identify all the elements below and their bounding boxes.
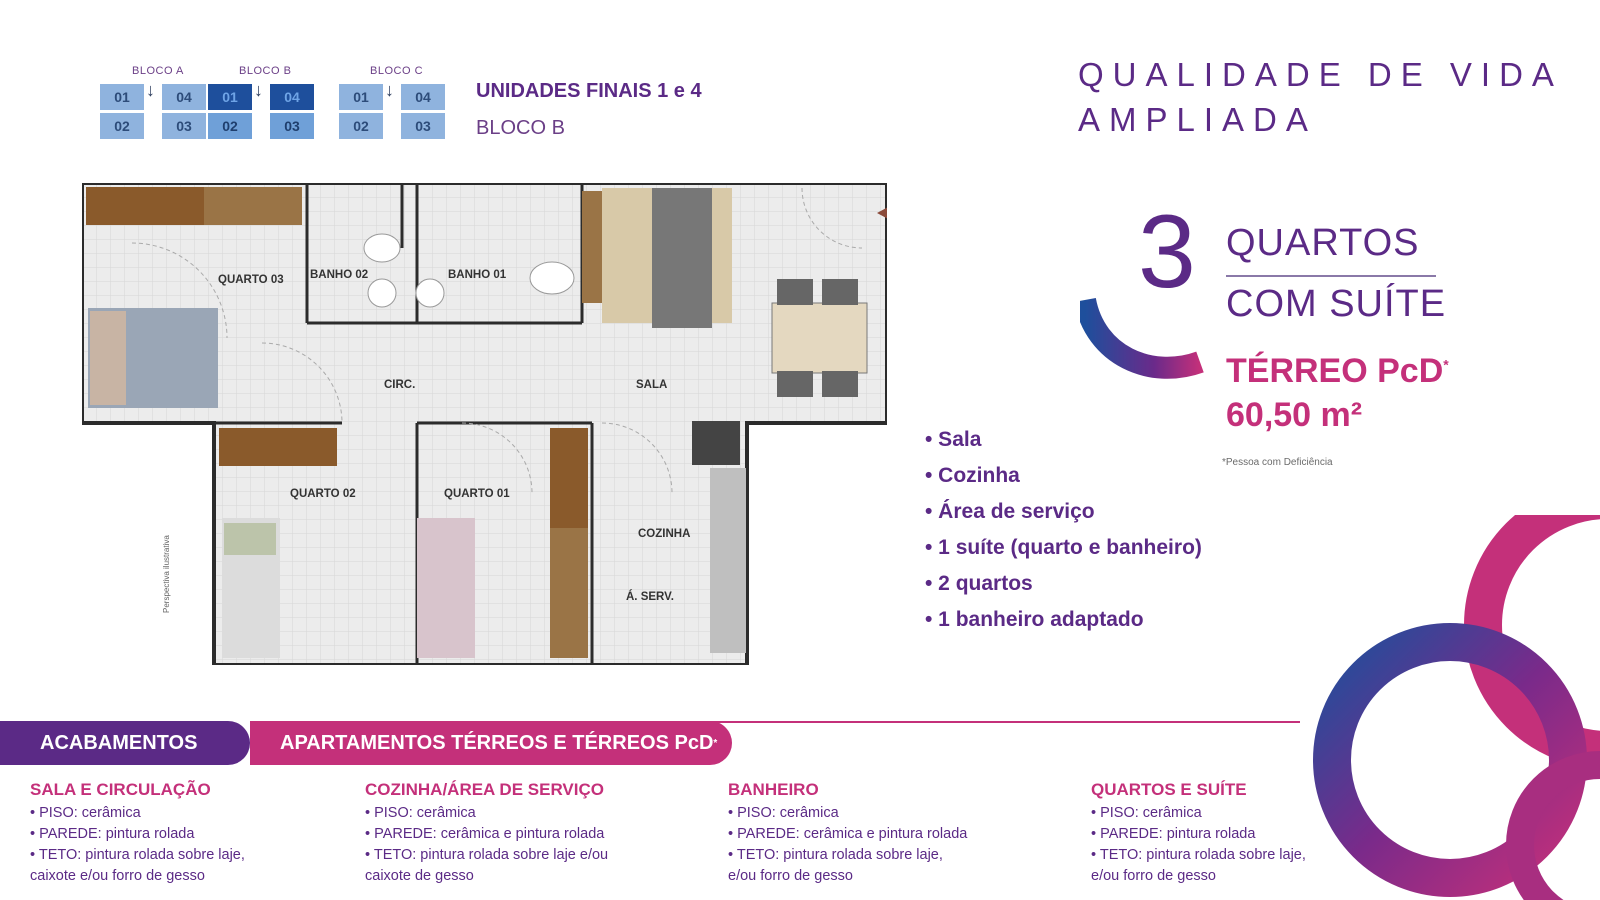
finish-item: • PAREDE: cerâmica e pintura rolada bbox=[728, 826, 968, 842]
unit-a-04: 04 bbox=[162, 84, 206, 110]
rooms-label: QUARTOS bbox=[1226, 222, 1420, 264]
finish-column-title: COZINHA/ÁREA DE SERVIÇO bbox=[365, 780, 604, 799]
floor-plan-drawing bbox=[82, 183, 887, 665]
finish-item: caixote e/ou forro de gesso bbox=[30, 868, 205, 884]
room-label-area-servico: Á. SERV. bbox=[626, 591, 674, 603]
finish-item: • TETO: pintura rolada sobre laje e/ou bbox=[365, 847, 609, 863]
arrow-down-icon: ↓ bbox=[146, 80, 155, 100]
finish-item: • TETO: pintura rolada sobre laje, bbox=[30, 847, 245, 863]
room-label-cozinha: COZINHA bbox=[638, 528, 691, 540]
block-b-label: BLOCO B bbox=[239, 65, 292, 77]
unit-b-01: 01 bbox=[208, 84, 252, 110]
unit-type bbox=[1226, 352, 1449, 391]
feature-item: • Sala bbox=[925, 428, 982, 451]
headline-line2: AMPLIADA bbox=[1078, 101, 1317, 138]
finishes-tab: ACABAMENTOS bbox=[0, 721, 250, 765]
illustrative-note: Perspectiva ilustrativa bbox=[162, 535, 171, 613]
units-subtitle: BLOCO B bbox=[476, 117, 565, 139]
room-label-quarto-02: QUARTO 02 bbox=[290, 488, 356, 500]
unit-type-text: TÉRREO PcD bbox=[1226, 352, 1444, 390]
feature-item: • Cozinha bbox=[925, 464, 1020, 487]
finish-column-title: BANHEIRO bbox=[728, 780, 819, 799]
finish-item: • PISO: cerâmica bbox=[1091, 805, 1202, 821]
finish-item: • PISO: cerâmica bbox=[30, 805, 141, 821]
finish-item: e/ou forro de gesso bbox=[728, 868, 853, 884]
room-label-banho-02: BANHO 02 bbox=[310, 269, 369, 281]
pcd-footnote: *Pessoa com Deficiência bbox=[1222, 457, 1333, 468]
finish-column-title: QUARTOS E SUÍTE bbox=[1091, 780, 1247, 799]
arrow-down-icon: ↓ bbox=[254, 80, 263, 100]
suite-label: COM SUÍTE bbox=[1226, 283, 1447, 325]
unit-b-02: 02 bbox=[208, 113, 252, 139]
finish-item: • TETO: pintura rolada sobre laje, bbox=[728, 847, 943, 863]
finishes-scope-mark: * bbox=[713, 737, 718, 749]
unit-c-01: 01 bbox=[339, 84, 383, 110]
finish-item: • PISO: cerâmica bbox=[728, 805, 839, 821]
finishes-scope-tab bbox=[250, 721, 732, 765]
room-label-quarto-01: QUARTO 01 bbox=[444, 488, 510, 500]
feature-item: • 1 suíte (quarto e banheiro) bbox=[925, 536, 1202, 559]
unit-a-01: 01 bbox=[100, 84, 144, 110]
decorative-rings bbox=[1310, 515, 1600, 900]
unit-type-mark: * bbox=[1443, 356, 1449, 373]
finish-item: • PISO: cerâmica bbox=[365, 805, 476, 821]
floor-plan bbox=[82, 183, 887, 665]
unit-c-02: 02 bbox=[339, 113, 383, 139]
finishes-divider bbox=[700, 721, 1300, 723]
unit-area: 60,50 m² bbox=[1226, 396, 1363, 434]
room-label-quarto-03: QUARTO 03 bbox=[218, 274, 284, 286]
unit-a-03: 03 bbox=[162, 113, 206, 139]
finish-item: • TETO: pintura rolada sobre laje, bbox=[1091, 847, 1306, 863]
feature-item: • Área de serviço bbox=[925, 500, 1095, 523]
unit-b-04: 04 bbox=[270, 84, 314, 110]
units-title: UNIDADES FINAIS 1 e 4 bbox=[476, 80, 702, 102]
arrow-down-icon: ↓ bbox=[385, 80, 394, 100]
finish-item: • PAREDE: pintura rolada bbox=[1091, 826, 1256, 842]
block-a-label: BLOCO A bbox=[132, 65, 184, 77]
room-label-circ: CIRC. bbox=[384, 379, 416, 391]
finishes-scope-label: APARTAMENTOS TÉRREOS E TÉRREOS PcD bbox=[280, 731, 714, 754]
room-label-banho-01: BANHO 01 bbox=[448, 269, 507, 281]
feature-item: • 2 quartos bbox=[925, 572, 1033, 595]
rooms-count: 3 bbox=[1138, 194, 1196, 310]
finish-item: e/ou forro de gesso bbox=[1091, 868, 1216, 884]
unit-a-02: 02 bbox=[100, 113, 144, 139]
finish-item: • PAREDE: pintura rolada bbox=[30, 826, 195, 842]
room-label-sala: SALA bbox=[636, 379, 668, 391]
finish-column-title: SALA E CIRCULAÇÃO bbox=[30, 780, 211, 799]
divider bbox=[1226, 275, 1436, 277]
finish-item: • PAREDE: cerâmica e pintura rolada bbox=[365, 826, 605, 842]
headline-line1: QUALIDADE DE VIDA bbox=[1078, 56, 1563, 93]
unit-c-04: 04 bbox=[401, 84, 445, 110]
block-c-label: BLOCO C bbox=[370, 65, 424, 77]
unit-b-03: 03 bbox=[270, 113, 314, 139]
finish-item: caixote de gesso bbox=[365, 868, 474, 884]
unit-c-03: 03 bbox=[401, 113, 445, 139]
feature-item: • 1 banheiro adaptado bbox=[925, 608, 1144, 631]
